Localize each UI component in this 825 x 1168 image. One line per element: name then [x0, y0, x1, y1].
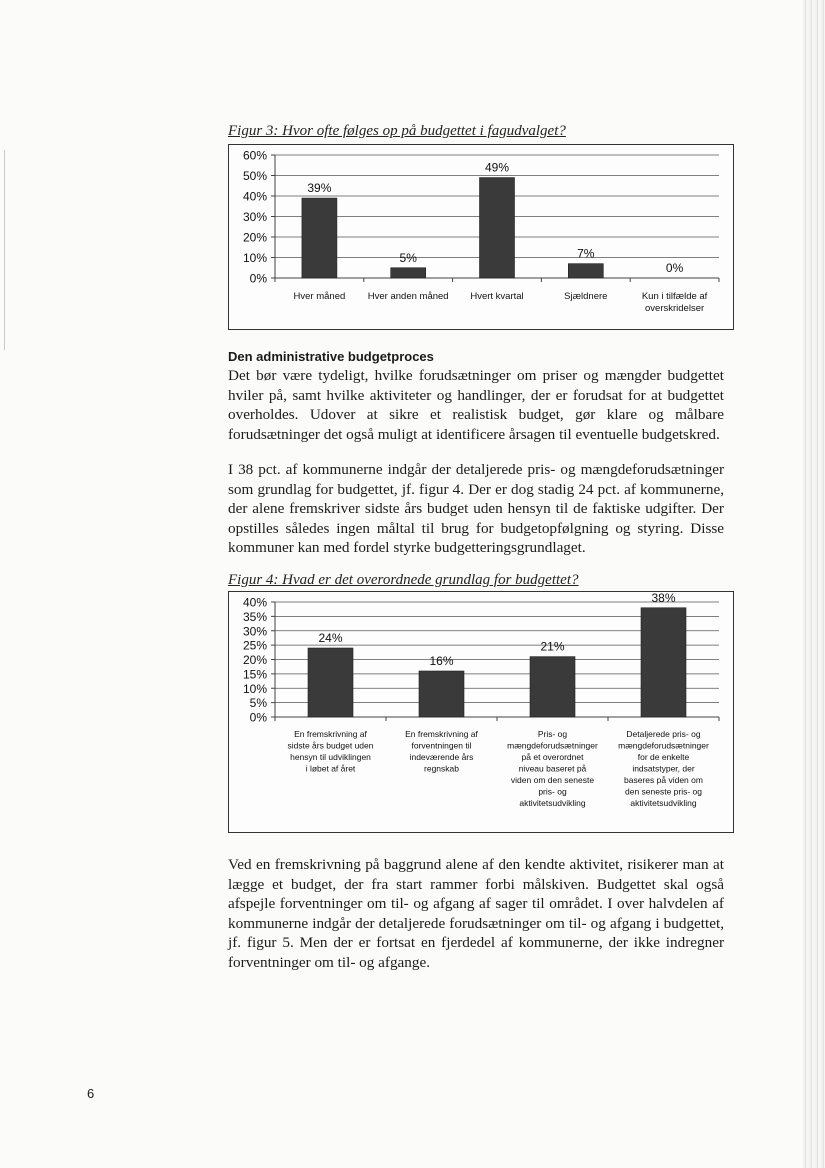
- figure-3-svg: [229, 145, 733, 329]
- data-label: 5%: [399, 250, 417, 265]
- data-label: 38%: [651, 592, 676, 605]
- page-number: 6: [87, 1086, 95, 1101]
- category-label: En fremskrivning af forventningen til indeværende års regnskab: [405, 729, 478, 774]
- data-label: 16%: [429, 654, 454, 668]
- bar: [302, 198, 337, 278]
- y-tick-label: 50%: [242, 169, 267, 183]
- bar: [480, 178, 515, 278]
- y-tick-label: 0%: [249, 271, 267, 286]
- category-label: Pris- og mængdeforudsætninger på et overordnet niveau baseret på viden om den seneste pris- og aktivitetsudvikling: [507, 729, 598, 808]
- bar: [419, 671, 464, 717]
- data-label: 49%: [484, 160, 510, 175]
- y-tick-label: 30%: [242, 624, 267, 639]
- y-tick-label: 15%: [242, 667, 267, 682]
- scan-page-edge: [803, 0, 825, 1168]
- category-label: Detaljerede pris- og mængdeforudsætninger for de enkelte indsatstyper, der baseres på viden om den seneste pris- og aktivitetsudvikling: [618, 729, 709, 808]
- category-label: Kun i tilfælde af overskridelser: [641, 291, 708, 314]
- y-tick-label: 35%: [242, 609, 267, 624]
- y-tick-label: 40%: [242, 189, 267, 204]
- y-tick-label: 60%: [242, 148, 267, 163]
- paragraph-1: Det bør være tydeligt, hvilke forudsætninger om priser og mængder budgettet hviler på, samt hvilke aktiviteter og handlinger, der er forudsat for at budgettet overholdes. Udover at sikre et realistisk budget, gør klare og målbare forudsætninger det også muligt at identificere årsagen til eventuelle budgetskred.: [228, 367, 724, 443]
- category-label: Sjældnere: [564, 291, 608, 302]
- y-tick-label: 30%: [242, 210, 267, 224]
- y-tick-label: 10%: [242, 251, 267, 265]
- bar: [308, 648, 353, 717]
- category-label: En fremskrivning af sidste års budget uden hensyn til udviklingen i løbet af året: [287, 729, 374, 774]
- scan-edge-line: [4, 150, 5, 350]
- figure-4-caption: Figur 4: Hvad er det overordnede grundlag for budgettet?: [228, 572, 579, 588]
- figure-4-chart: [228, 591, 734, 833]
- y-tick-label: 20%: [242, 653, 267, 667]
- y-tick-label: 25%: [242, 638, 267, 653]
- category-label: Hver anden måned: [367, 291, 449, 302]
- y-tick-label: 10%: [242, 681, 267, 696]
- y-tick-label: 40%: [242, 595, 267, 610]
- y-tick-label: 20%: [242, 230, 267, 245]
- category-label: Hvert kvartal: [470, 291, 524, 302]
- bar: [568, 264, 603, 278]
- figure-3-caption: Figur 3: Hvor ofte følges op på budgettet i fagudvalget?: [228, 123, 566, 139]
- data-label: 21%: [540, 639, 565, 654]
- data-label: 7%: [577, 246, 595, 261]
- category-label: Hver måned: [293, 291, 346, 302]
- figure-3-chart: [228, 144, 734, 330]
- data-label: 39%: [307, 181, 332, 196]
- bar: [530, 657, 575, 717]
- data-label: 0%: [665, 261, 684, 275]
- figure-4-svg: [229, 592, 733, 832]
- y-tick-label: 5%: [249, 696, 267, 711]
- bar: [391, 268, 426, 278]
- bar: [641, 608, 686, 717]
- section-heading: Den administrative budgetproces: [228, 349, 434, 364]
- paragraph-2: I 38 pct. af kommunerne indgår der detaljerede pris- og mængdeforudsætninger som grundlag for budgettet, jf. figur 4. Der er dog stadig 24 pct. af kommunerne, der alene fremskriver sidste års budget uden hensyn til de faktiske udgifter. Der opstilles således ingen måltal til brug for budgetopfølgning og styring. Disse kommuner kan med fordel styrke budgetteringsgrundlaget.: [228, 461, 724, 556]
- paragraph-3: Ved en fremskrivning på baggrund alene af den kendte aktivitet, risikerer man at lægge et budget, der fra start rammer forbi målskiven. Budgettet skal også afspejle forventninger om til- og afgang af sager til området. I over halvdelen af kommunerne indgår der detaljerede forudsætninger om til- og afgang i budgettet, jf. figur 5. Men der er fortsat en fjerdedel af kommunerne, der ikke indregner forventninger om til- og afgange.: [228, 856, 724, 971]
- data-label: 24%: [318, 631, 343, 645]
- y-tick-label: 0%: [249, 710, 267, 725]
